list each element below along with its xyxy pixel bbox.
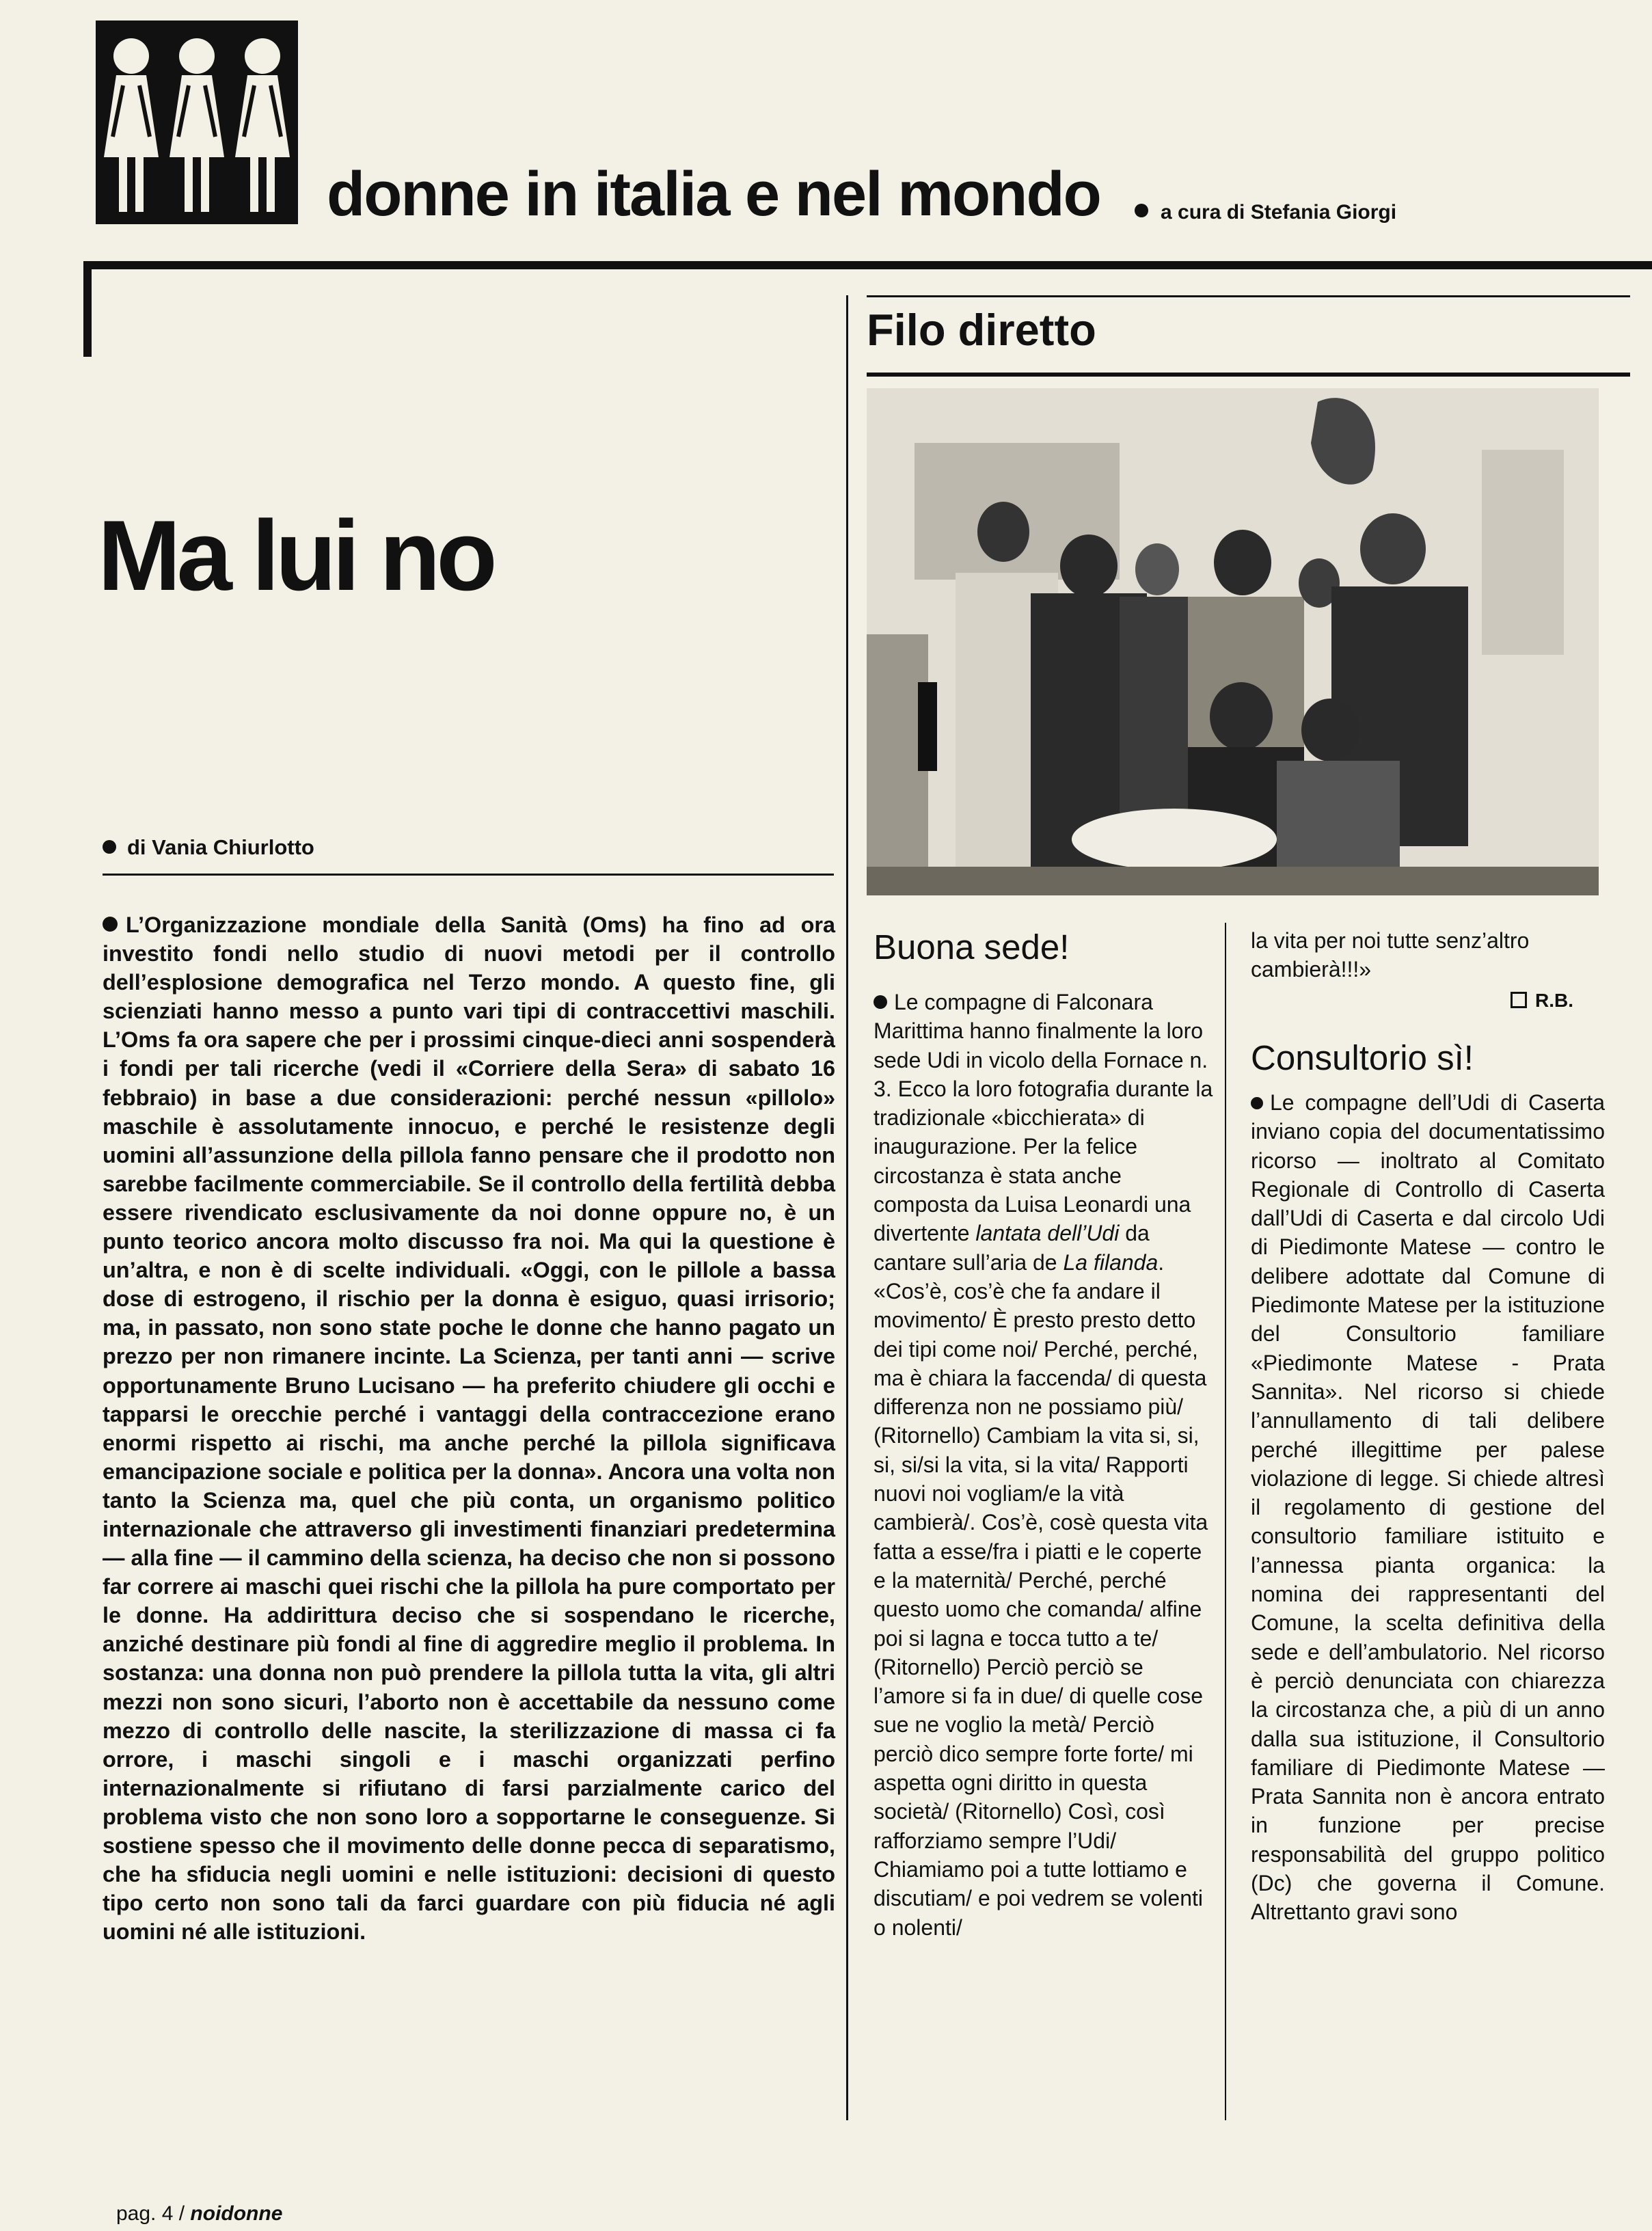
frame-left-rule — [83, 261, 92, 357]
buona-sede-title: Buona sede! — [874, 928, 1070, 966]
square-icon — [1511, 992, 1527, 1008]
buona-text-part-3: . «Cos’è, cos’è che fa andare il movimento/ È presto presto detto dei tipi come noi/ Perché, perché, ma è chiara la faccenda/ di questa differenza non ne possiamo più/ (Ritornello) Cambiam la vita si, si, si, si/si la vita, si la vita/ Rapporti nuovi noi vogliam/e la vità cambierà/. Cos’è, cosè questa vita fatta a esse/fra i piatti e le coperte e la maternità/ Perché, perché questo uomo che comanda/ alfine poi si lagna e tocca tutto a te/ (Ritornello) Perciò perciò se l’amore si fa in due/ di quelle cose sue ne voglio la metà/ Perciò perciò dico sempre forte forte/ mi aspetta ogni diritto in questa società/ (Ritornello) Così, così rafforziamo sempre l’Udi/ Chiamiamo poi a tutte lottiamo e discutiam/ e poi vedrem se volenti o nolenti/ — [874, 1249, 1208, 1940]
byline-rule — [103, 874, 834, 876]
frame-top-rule — [83, 261, 1652, 269]
article-byline — [103, 835, 314, 860]
article-body — [103, 910, 835, 1946]
bullet-icon — [103, 840, 116, 854]
buona-sede-text — [874, 988, 1219, 1942]
article-title: Ma lui no — [98, 500, 493, 611]
bullet-icon — [1135, 204, 1148, 217]
bullet-icon — [1251, 1097, 1263, 1109]
signature-text: R.B. — [1535, 990, 1573, 1011]
buona-text-part-2: da cantare sull’aria de — [874, 1221, 1150, 1275]
filanda-title: La filanda — [1063, 1249, 1159, 1275]
filo-title-rule — [867, 373, 1630, 377]
group-photo-image — [867, 388, 1599, 895]
bullet-icon — [874, 995, 887, 1009]
filo-diretto-title: Filo diretto — [867, 305, 1096, 355]
buona-sede-continued: la vita per noi tutte senz’altro cambierà!!!» — [1251, 928, 1530, 982]
filo-top-rule — [867, 295, 1630, 297]
section-title: donne in italia e nel mondo — [327, 159, 1100, 229]
consultorio-title: Consultorio sì! — [1251, 1038, 1474, 1077]
page-footer — [116, 2202, 282, 2226]
column-divider-2 — [1225, 923, 1226, 2120]
buona-text-part-1: Le compagne di Falconara Marittima hanno finalmente la loro sede Udi in vicolo della Fornace n. 3. Ecco la loro fotografia durante la tradizionale «bicchierata» di inaugurazione. Per la felice circostanza è stata anche composta da Luisa Leonardi una divertente — [874, 990, 1213, 1246]
consultorio-text — [1251, 1088, 1605, 1927]
curator-text: a cura di Stefania Giorgi — [1161, 201, 1397, 224]
author-signature — [1511, 990, 1573, 1012]
women-silhouettes-icon — [96, 21, 298, 224]
group-photo — [867, 388, 1599, 895]
byline-text: di Vania Chiurlotto — [127, 835, 314, 859]
article-body-text: L’Organizzazione mondiale della Sanità (Oms) ha fino ad ora investito fondi nello studio di nuovi metodi per il controllo dell’esplosione demografica nel Terzo mondo. A questo fine, gli scienziati hanno messo a punto vari tipi di contraccettivi maschili. L’Oms fa ora sapere che per i prossimi cinque-dieci anni sospenderà i fondi per tali ricerche (vedi il «Corriere della Sera» di sabato 16 febbraio) in base a due considerazioni: perché nessun «pillolo» maschile è assolutamente innocuo, e perché le resistenze degli uomini all’assunzione della pillola fanno pensare che il prodotto non sarebbe facilmente commerciabile. Se il controllo della fertilità debba essere rivendicato esclusivamente da noi donne oppure no, è un punto teorico ancora molto discusso fra noi. Ma qui la questione è un’altra, e non è di scelte individuali. «Oggi, con le pillole a bassa dose di estrogeno, il rischio per la donna è esiguo, quasi irrisorio; ma, in passato, non sono state poche le donne che hanno pagato un prezzo per non rimanere incinte. La Scienza, per tanti anni — scrive opportunamente Bruno Lucisano — ha preferito chiudere gli occhi e tapparsi le orecchie perché i vantaggi della contraccezione erano enormi rispetto ai rischi, ma anche perché la pillola significava emancipazione sociale e politica per la donna». Ancora una volta non tanto la Scienza ma, quel che più conta, un organismo politico internazionale che attraverso gli investimenti finanziari predetermina — alla fine — il cammino della scienza, ha deciso che non si possono far correre ai maschi quei rischi che la pillola ha pure comportato per le donne. Ha addirittura deciso che si sospendano le ricerche, anziché destinare più fondi al fine di aggredire meglio il problema. In sostanza: una donna non può prendere la pillola tutta la vita, gli altri mezzi non sono sicuri, l’aborto non è accettabile da nessuno come mezzo di controllo delle nascite, la sterilizzazione di massa ci fa orrore, i maschi singoli e i maschi organizzati perfino internazionalmente si rifiutano di farsi parzialmente carico del problema visto che non sono loro a sopportarne le conseguenze. Si sostiene spesso che il movimento delle donne pecca di separatismo, che ha sfiducia negli uomini e nelle istituzioni: decisioni di questo tipo certo non sono tali da farci guardare con più fiducia né agli uomini né alle istituzioni. — [103, 912, 835, 1945]
page-number: pag. 4 / — [116, 2202, 185, 2225]
three-women-logo — [96, 21, 298, 224]
column-divider — [846, 295, 848, 2120]
bullet-icon — [103, 917, 118, 932]
magazine-name: noidonne — [190, 2202, 283, 2225]
consultorio-body-text: Le compagne dell’Udi di Caserta inviano copia del documentatissimo ricorso — inoltrato al Comitato Regionale di Controllo di Caserta dall’Udi di Caserta e dal circolo Udi di Piedimonte Matese — contro le delibere adottate dal Comune di Piedimonte Matese per la istituzione del Consultorio familiare «Piedimonte Matese - Prata Sannita». Nel ricorso si chiede l’annullamento di tali delibere perché illegittime per palese violazione di legge. Si chiede altresì il regolamento di gestione del consultorio familiare istituito e l’annessa pianta organica: la nomina dei rappresentanti del Comune, la scelta definitiva della sede e dell’ambulatorio. Nel ricorso è perciò denunciata con chiarezza la circostanza che, a più di un anno dalla sua istituzione, il Consultorio familiare di Piedimonte Matese — Prata Sannita non è ancora entrato in funzione per precise responsabilità del gruppo politico (Dc) che governa il Comune. Altrettanto gravi sono — [1251, 1090, 1605, 1925]
cantata-title: lantata dell’Udi — [975, 1221, 1120, 1246]
section-curator — [1135, 201, 1396, 224]
